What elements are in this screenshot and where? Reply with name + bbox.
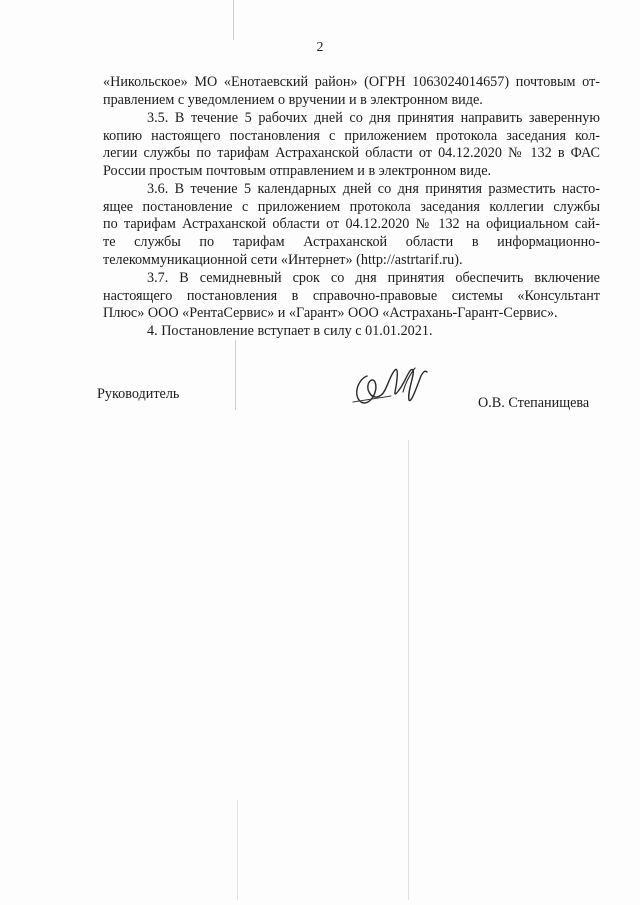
- paragraph-3-6: [103, 181, 600, 270]
- paragraph-4: [103, 323, 600, 341]
- text-line: России простым почтовым отправлением и в электронном виде.: [103, 163, 492, 180]
- paragraph-3-7: [103, 270, 600, 323]
- text-line: телекоммуникационной сети «Интернет» (http://astrtarif.ru).: [103, 251, 463, 268]
- text-line: настоящего постановления в справочно-правовые системы «Консультант: [103, 287, 600, 304]
- text-line: 4. Постановление вступает в силу с 01.01.2021.: [147, 323, 433, 339]
- handwritten-signature: [345, 362, 440, 412]
- page-number: 2: [316, 40, 324, 55]
- paragraph-3-5: [103, 110, 600, 181]
- text-line: копию настоящего постановления с приложением протокола заседания кол-: [103, 127, 600, 144]
- text-line: те службы по тарифам Астраханской области в информационно-: [103, 234, 600, 251]
- text-line: 3.6. В течение 5 календарных дней со дня принятия разместить насто-: [147, 181, 600, 197]
- scan-artifact-line: [235, 340, 236, 410]
- signatory-name: О.В. Степанищева: [478, 395, 590, 411]
- scan-artifact-line: [233, 0, 234, 40]
- text-line: ящее постановление с приложением протокола заседания коллегии службы: [103, 198, 600, 215]
- text-line: «Никольское» МО «Енотаевский район» (ОГРН 1063024014657) почтовым от-: [103, 74, 600, 90]
- signatory-position: Руководитель: [97, 386, 180, 402]
- text-line: легии службы по тарифам Астраханской области от 04.12.2020 № 132 в ФАС: [103, 145, 600, 162]
- text-line: Плюс» ООО «РентаСервис» и «Гарант» ООО «Астрахань-Гарант-Сервис».: [103, 305, 558, 322]
- paragraph-continuation: [103, 74, 600, 109]
- scan-artifact-line: [237, 800, 238, 900]
- text-line: 3.7. В семидневный срок со дня принятия обеспечить включение: [147, 270, 600, 286]
- text-line: правлением с уведомлением о вручении и в электронном виде.: [103, 91, 483, 108]
- text-line: по тарифам Астраханской области от 04.12.2020 № 132 на официальном сай-: [103, 216, 600, 233]
- text-line: 3.5. В течение 5 рабочих дней со дня принятия направить заверенную: [147, 110, 600, 126]
- scan-artifact-line: [408, 440, 409, 900]
